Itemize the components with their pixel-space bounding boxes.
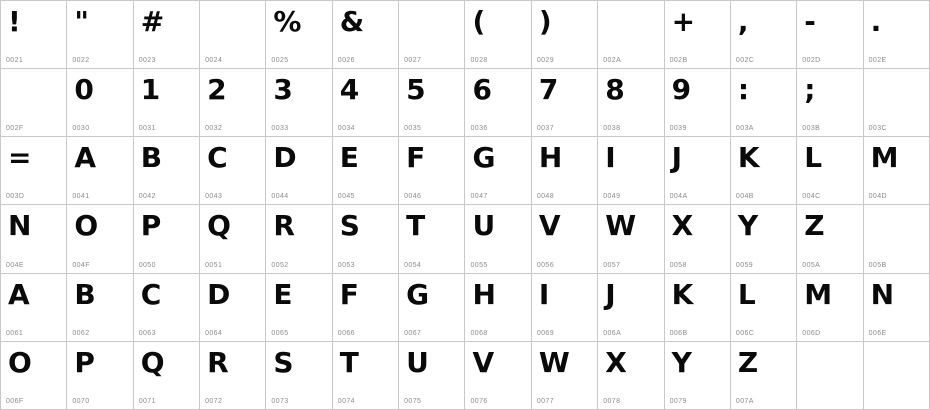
glyph-sample: Y xyxy=(737,209,759,243)
glyph-cell[interactable] xyxy=(1,69,67,137)
glyph-sample: X xyxy=(671,209,694,243)
glyph-cell[interactable] xyxy=(532,274,598,342)
glyph-sample: ) xyxy=(538,5,552,38)
glyph-cell[interactable] xyxy=(333,274,399,342)
glyph-sample: Q xyxy=(140,345,165,379)
glyph-cell[interactable] xyxy=(864,1,930,69)
glyph-cell[interactable] xyxy=(532,1,598,69)
glyph-cell[interactable] xyxy=(797,205,863,273)
glyph-sample: O xyxy=(74,209,99,243)
glyph-cell[interactable] xyxy=(67,137,133,205)
glyph-codepoint-label: 0033 xyxy=(271,125,289,133)
glyph-codepoint-label: 004A xyxy=(669,193,688,201)
glyph-codepoint-label: 0031 xyxy=(138,125,156,133)
glyph-codepoint-label: 0046 xyxy=(404,193,422,201)
glyph-sample: U xyxy=(472,209,496,243)
glyph-codepoint-label: 0071 xyxy=(138,397,156,405)
glyph-codepoint-label: 0055 xyxy=(470,261,488,269)
glyph-codepoint-label: 0043 xyxy=(205,193,223,201)
glyph-sample: & xyxy=(339,5,365,38)
glyph-cell[interactable] xyxy=(598,137,664,205)
glyph-cell[interactable] xyxy=(200,205,266,273)
glyph-codepoint-label: 004B xyxy=(735,193,754,201)
glyph-cell[interactable] xyxy=(399,274,465,342)
glyph-sample: H xyxy=(472,277,496,311)
glyph-codepoint-label: 0059 xyxy=(735,261,754,269)
glyph-sample: 6 xyxy=(472,73,492,107)
glyph-codepoint-label: 0034 xyxy=(337,125,355,133)
glyph-sample: C xyxy=(207,141,228,175)
glyph-cell[interactable] xyxy=(731,205,797,273)
glyph-codepoint-label: 0041 xyxy=(72,193,90,201)
glyph-sample: S xyxy=(339,209,360,243)
glyph-sample: 3 xyxy=(273,73,293,107)
glyph-cell[interactable] xyxy=(266,274,332,342)
glyph-sample: B xyxy=(74,277,96,311)
glyph-cell[interactable] xyxy=(333,69,399,137)
glyph-cell[interactable] xyxy=(200,1,266,69)
glyph-sample: D xyxy=(207,277,231,311)
glyph-codepoint-label: 0042 xyxy=(138,193,156,201)
glyph-codepoint-label: 006B xyxy=(669,329,688,337)
glyph-sample: X xyxy=(605,345,627,379)
glyph-codepoint-label: 0052 xyxy=(271,261,289,269)
glyph-codepoint-label: 0062 xyxy=(72,329,90,337)
glyph-sample: 7 xyxy=(538,73,559,107)
glyph-codepoint-label: 0029 xyxy=(536,57,555,65)
glyph-cell[interactable] xyxy=(1,1,67,69)
glyph-sample: P xyxy=(74,345,95,379)
glyph-codepoint-label: 0047 xyxy=(470,193,488,201)
glyph-cell[interactable] xyxy=(465,137,531,205)
glyph-codepoint-label: 0073 xyxy=(271,397,289,405)
glyph-sample: I xyxy=(538,277,550,311)
glyph-codepoint-label: 002C xyxy=(735,57,755,65)
glyph-cell[interactable] xyxy=(266,137,332,205)
glyph-codepoint-label: 0045 xyxy=(337,193,355,201)
glyph-cell[interactable] xyxy=(67,69,133,137)
glyph-codepoint-label: 006F xyxy=(6,397,24,405)
glyph-codepoint-label: 004E xyxy=(6,261,24,269)
glyph-sample: : xyxy=(737,73,750,107)
glyph-sample: ; xyxy=(804,73,816,107)
glyph-codepoint-label: 003A xyxy=(735,125,754,133)
glyph-cell[interactable] xyxy=(67,342,133,410)
glyph-codepoint-label: 0024 xyxy=(205,57,223,65)
glyph-codepoint-label: 0070 xyxy=(72,397,90,405)
glyph-cell[interactable] xyxy=(200,137,266,205)
glyph-cell[interactable] xyxy=(598,1,664,69)
glyph-codepoint-label: 0028 xyxy=(470,57,488,65)
glyph-codepoint-label: 004C xyxy=(802,193,821,201)
glyph-sample: F xyxy=(339,277,359,311)
glyph-sample: 8 xyxy=(605,73,625,107)
glyph-codepoint-label: 0027 xyxy=(404,57,422,65)
glyph-cell[interactable] xyxy=(399,137,465,205)
glyph-cell[interactable] xyxy=(665,274,731,342)
glyph-sample: % xyxy=(273,5,302,38)
glyph-codepoint-label: 006C xyxy=(735,329,755,337)
glyph-codepoint-label: 006E xyxy=(868,329,887,337)
glyph-codepoint-label: 0072 xyxy=(205,397,223,405)
glyph-sample: T xyxy=(406,209,426,243)
glyph-codepoint-label: 002F xyxy=(6,125,24,133)
glyph-codepoint-label: 0049 xyxy=(603,193,621,201)
glyph-sample: - xyxy=(804,5,816,38)
glyph-cell[interactable] xyxy=(797,137,863,205)
glyph-codepoint-label: 0057 xyxy=(603,261,621,269)
glyph-sample: V xyxy=(538,209,561,243)
glyph-sample: F xyxy=(406,141,426,175)
glyph-sample: # xyxy=(140,5,165,38)
glyph-cell[interactable] xyxy=(864,205,930,273)
glyph-cell[interactable] xyxy=(864,137,930,205)
glyph-codepoint-label: 004D xyxy=(868,193,887,201)
glyph-codepoint-label: 0038 xyxy=(603,125,621,133)
glyph-sample: K xyxy=(671,277,694,311)
glyph-cell[interactable] xyxy=(1,205,67,273)
glyph-codepoint-label: 0030 xyxy=(72,125,90,133)
glyph-sample: Z xyxy=(737,345,759,379)
glyph-codepoint-label: 0067 xyxy=(404,329,422,337)
glyph-codepoint-label: 003C xyxy=(868,125,887,133)
glyph-codepoint-label: 0078 xyxy=(603,397,621,405)
glyph-cell[interactable] xyxy=(465,69,531,137)
glyph-codepoint-label: 002A xyxy=(603,57,622,65)
glyph-cell[interactable] xyxy=(731,69,797,137)
glyph-cell[interactable] xyxy=(731,137,797,205)
glyph-sample: ! xyxy=(8,5,21,38)
glyph-cell[interactable] xyxy=(665,69,731,137)
glyph-sample: , xyxy=(737,5,749,38)
glyph-sample: L xyxy=(737,277,756,311)
glyph-codepoint-label: 005A xyxy=(802,261,821,269)
glyph-sample: V xyxy=(472,345,495,379)
glyph-cell[interactable] xyxy=(134,137,200,205)
glyph-sample: 1 xyxy=(140,73,161,107)
glyph-sample: H xyxy=(538,141,563,175)
glyph-codepoint-label: 007A xyxy=(735,397,754,405)
glyph-sample: A xyxy=(8,277,30,311)
glyph-codepoint-label: 0065 xyxy=(271,329,289,337)
glyph-cell[interactable] xyxy=(731,1,797,69)
glyph-codepoint-label: 0022 xyxy=(72,57,90,65)
glyph-cell[interactable] xyxy=(665,205,731,273)
glyph-cell[interactable] xyxy=(1,274,67,342)
glyph-cell[interactable] xyxy=(532,69,598,137)
glyph-codepoint-label: 003D xyxy=(6,193,25,201)
glyph-sample: T xyxy=(339,345,359,379)
glyph-cell[interactable] xyxy=(532,205,598,273)
glyph-codepoint-label: 002B xyxy=(669,57,688,65)
glyph-sample: O xyxy=(8,345,32,379)
glyph-codepoint-label: 002E xyxy=(868,57,887,65)
glyph-cell[interactable] xyxy=(598,205,664,273)
glyph-cell[interactable] xyxy=(134,1,200,69)
glyph-sample: G xyxy=(472,141,496,175)
glyph-cell[interactable] xyxy=(797,274,863,342)
glyph-codepoint-label: 0075 xyxy=(404,397,422,405)
glyph-cell[interactable] xyxy=(200,69,266,137)
glyph-codepoint-label: 004F xyxy=(72,261,90,269)
glyph-sample: N xyxy=(870,277,895,311)
glyph-cell[interactable] xyxy=(864,69,930,137)
glyph-sample: R xyxy=(273,209,295,243)
glyph-codepoint-label: 0039 xyxy=(669,125,687,133)
glyph-sample: S xyxy=(273,345,294,379)
glyph-sample: Z xyxy=(804,209,825,243)
glyph-cell-empty xyxy=(864,342,930,410)
glyph-cell[interactable] xyxy=(333,1,399,69)
glyph-codepoint-label: 0079 xyxy=(669,397,687,405)
glyph-codepoint-label: 0044 xyxy=(271,193,289,201)
glyph-sample: G xyxy=(406,277,430,311)
glyph-codepoint-label: 0076 xyxy=(470,397,488,405)
glyph-codepoint-label: 0050 xyxy=(138,261,156,269)
glyph-codepoint-label: 003B xyxy=(802,125,821,133)
glyph-sample: U xyxy=(406,345,429,379)
glyph-sample: Y xyxy=(671,345,692,379)
glyph-cell[interactable] xyxy=(134,69,200,137)
glyph-sample: R xyxy=(207,345,229,379)
glyph-cell[interactable] xyxy=(399,69,465,137)
glyph-sample: C xyxy=(140,277,162,311)
glyph-codepoint-label: 0025 xyxy=(271,57,289,65)
glyph-cell[interactable] xyxy=(333,137,399,205)
glyph-sample: M xyxy=(870,141,899,175)
glyph-codepoint-label: 0064 xyxy=(205,329,223,337)
glyph-codepoint-label: 0068 xyxy=(470,329,488,337)
glyph-codepoint-label: 0074 xyxy=(337,397,355,405)
glyph-sample: M xyxy=(804,277,833,311)
glyph-sample: B xyxy=(140,141,163,175)
glyph-sample: N xyxy=(8,209,32,243)
glyph-cell[interactable] xyxy=(200,274,266,342)
glyph-codepoint-label: 0054 xyxy=(404,261,422,269)
glyph-sample: W xyxy=(605,209,637,243)
glyph-cell[interactable] xyxy=(864,274,930,342)
glyph-sample: " xyxy=(74,5,89,38)
glyph-cell[interactable] xyxy=(665,1,731,69)
glyph-sample: E xyxy=(273,277,293,311)
glyph-cell[interactable] xyxy=(333,342,399,410)
glyph-codepoint-label: 0032 xyxy=(205,125,223,133)
glyph-sample: . xyxy=(870,5,882,38)
glyph-cell[interactable] xyxy=(465,205,531,273)
glyph-cell[interactable] xyxy=(134,342,200,410)
glyph-codepoint-label: 0058 xyxy=(669,261,687,269)
glyph-cell[interactable] xyxy=(266,69,332,137)
glyph-cell[interactable] xyxy=(67,1,133,69)
glyph-sample: J xyxy=(671,141,682,175)
glyph-sample: ( xyxy=(472,5,486,38)
glyph-codepoint-label: 002D xyxy=(802,57,821,65)
glyph-codepoint-label: 005B xyxy=(868,261,887,269)
glyph-cell[interactable] xyxy=(665,342,731,410)
glyph-cell[interactable] xyxy=(266,342,332,410)
glyph-cell[interactable] xyxy=(134,205,200,273)
glyph-cell[interactable] xyxy=(465,342,531,410)
glyph-cell[interactable] xyxy=(731,274,797,342)
glyph-codepoint-label: 0048 xyxy=(536,193,555,201)
glyph-cell[interactable] xyxy=(731,342,797,410)
glyph-sample: L xyxy=(804,141,823,175)
glyph-cell[interactable] xyxy=(67,274,133,342)
glyph-codepoint-label: 0066 xyxy=(337,329,355,337)
glyph-codepoint-label: 0021 xyxy=(6,57,24,65)
glyph-codepoint-label: 0053 xyxy=(337,261,355,269)
glyph-cell[interactable] xyxy=(266,205,332,273)
glyph-codepoint-label: 0037 xyxy=(536,125,555,133)
glyph-sample: = xyxy=(8,141,32,175)
glyph-codepoint-label: 0063 xyxy=(138,329,156,337)
glyph-sample: 4 xyxy=(339,73,360,107)
glyph-cell[interactable] xyxy=(532,342,598,410)
glyph-cell[interactable] xyxy=(200,342,266,410)
glyph-cell[interactable] xyxy=(266,1,332,69)
glyph-codepoint-label: 0056 xyxy=(536,261,555,269)
glyph-cell[interactable] xyxy=(797,1,863,69)
glyph-codepoint-label: 006D xyxy=(802,329,821,337)
glyph-codepoint-label: 0077 xyxy=(536,397,555,405)
glyph-sample: Q xyxy=(207,209,231,243)
glyph-codepoint-label: 0069 xyxy=(536,329,555,337)
glyph-cell[interactable] xyxy=(1,137,67,205)
glyph-codepoint-label: 0051 xyxy=(205,261,223,269)
glyph-sample: + xyxy=(671,5,696,38)
glyph-sample: W xyxy=(538,345,570,379)
glyph-codepoint-label: 0023 xyxy=(138,57,156,65)
glyph-sample: I xyxy=(605,141,616,175)
glyph-cell-empty xyxy=(797,342,863,410)
glyph-sample: 9 xyxy=(671,73,692,107)
glyph-cell[interactable] xyxy=(399,1,465,69)
glyph-cell[interactable] xyxy=(598,69,664,137)
glyph-cell[interactable] xyxy=(598,342,664,410)
glyph-cell[interactable] xyxy=(465,1,531,69)
glyph-cell[interactable] xyxy=(665,137,731,205)
glyph-cell[interactable] xyxy=(797,69,863,137)
glyph-codepoint-label: 0026 xyxy=(337,57,355,65)
glyph-sample: P xyxy=(140,209,162,243)
glyph-codepoint-label: 006A xyxy=(603,329,622,337)
glyph-sample: J xyxy=(605,277,616,311)
glyph-cell[interactable] xyxy=(532,137,598,205)
glyph-cell[interactable] xyxy=(1,342,67,410)
glyph-cell[interactable] xyxy=(67,205,133,273)
glyph-sample: A xyxy=(74,141,97,175)
glyph-codepoint-label: 0061 xyxy=(6,329,24,337)
glyph-cell[interactable] xyxy=(465,274,531,342)
glyph-codepoint-label: 0035 xyxy=(404,125,422,133)
glyph-cell[interactable] xyxy=(399,342,465,410)
glyph-sample: D xyxy=(273,141,297,175)
glyph-codepoint-label: 0036 xyxy=(470,125,488,133)
glyph-cell[interactable] xyxy=(333,205,399,273)
glyph-cell[interactable] xyxy=(598,274,664,342)
glyph-sample: E xyxy=(339,141,359,175)
glyph-sample: 5 xyxy=(406,73,426,107)
glyph-sample: 0 xyxy=(74,73,94,107)
glyph-cell[interactable] xyxy=(134,274,200,342)
glyph-sample: K xyxy=(737,141,760,175)
glyph-sample: 2 xyxy=(207,73,227,107)
glyph-cell[interactable] xyxy=(399,205,465,273)
